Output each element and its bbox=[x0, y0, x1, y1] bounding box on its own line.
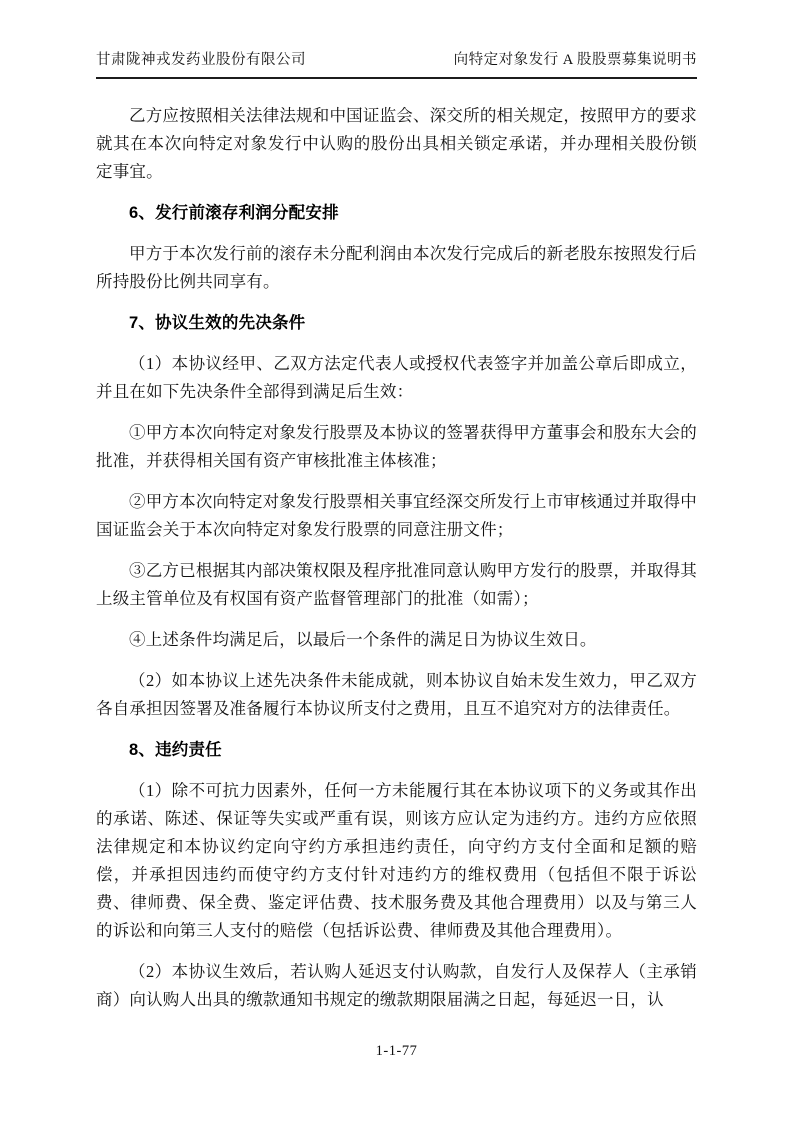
document-body bbox=[96, 102, 697, 1014]
paragraph-retained-profit: 甲方于本次发行前的滚存未分配利润由本次发行完成后的新老股东按照发行后所持股份比例共同享有。 bbox=[96, 244, 697, 291]
section-heading-7: 7、协议生效的先决条件 bbox=[129, 314, 306, 332]
paragraph-8-2: （2）本协议生效后，若认购人延迟支付认购款，自发行人及保荐人（主承销商）向认购人出具的缴款通知书规定的缴款期限届满之日起，每延迟一日，认 bbox=[96, 962, 697, 1009]
header-company-name: 甘肃陇神戎发药业股份有限公司 bbox=[96, 52, 306, 68]
paragraph-7-condition-4: ④上述条件均满足后，以最后一个条件的满足日为协议生效日。 bbox=[129, 630, 597, 649]
paragraph-7-condition-1: ①甲方本次向特定对象发行股票及本协议的签署获得甲方董事会和股东大会的批准，并获得相关国有资产审核批准主体核准； bbox=[96, 423, 697, 470]
section-heading-8: 8、违约责任 bbox=[129, 741, 222, 759]
paragraph-8-1: （1）除不可抗力因素外，任何一方未能履行其在本协议项下的义务或其作出的承诺、陈述、保证等失实或严重有误，则该方应认定为违约方。违约方应依照法律规定和本协议约定向守约方承担违约责任，向守约方支付全面和足额的赔偿，并承担因违约而使守约方支付针对违约方的维权费用（包括但不限于诉讼费、律师费、保全费、鉴定评估费、技术服务费及其他合理费用）以及与第三人的诉讼和向第三人支付的赔偿（包括诉讼费、律师费及其他合理费用）。 bbox=[96, 781, 697, 940]
paragraph-lockup-commitment: 乙方应按照相关法律法规和中国证监会、深交所的相关规定，按照甲方的要求就其在本次向特定对象发行中认购的股份出具相关锁定承诺，并办理相关股份锁定事宜。 bbox=[96, 106, 697, 181]
section-heading-6: 6、发行前滚存利润分配安排 bbox=[129, 204, 339, 222]
header-document-title: 向特定对象发行 A 股股票募集说明书 bbox=[453, 52, 697, 68]
page-header bbox=[96, 48, 697, 79]
page-footer bbox=[0, 1043, 793, 1060]
page-number: 1-1-77 bbox=[375, 1043, 418, 1059]
paragraph-7-1: （1）本协议经甲、乙双方法定代表人或授权代表签字并加盖公章后即成立，并且在如下先决条件全部得到满足后生效： bbox=[96, 354, 697, 401]
paragraph-7-condition-2: ②甲方本次向特定对象发行股票相关事宜经深交所发行上市审核通过并取得中国证监会关于本次向特定对象发行股票的同意注册文件； bbox=[96, 492, 697, 539]
paragraph-7-2: （2）如本协议上述先决条件未能成就，则本协议自始未发生效力，甲乙双方各自承担因签署及准备履行本协议所支付之费用，且互不追究对方的法律责任。 bbox=[96, 671, 697, 718]
paragraph-7-condition-3: ③乙方已根据其内部决策权限及程序批准同意认购甲方发行的股票，并取得其上级主管单位及有权国有资产监督管理部门的批准（如需）； bbox=[96, 561, 697, 608]
